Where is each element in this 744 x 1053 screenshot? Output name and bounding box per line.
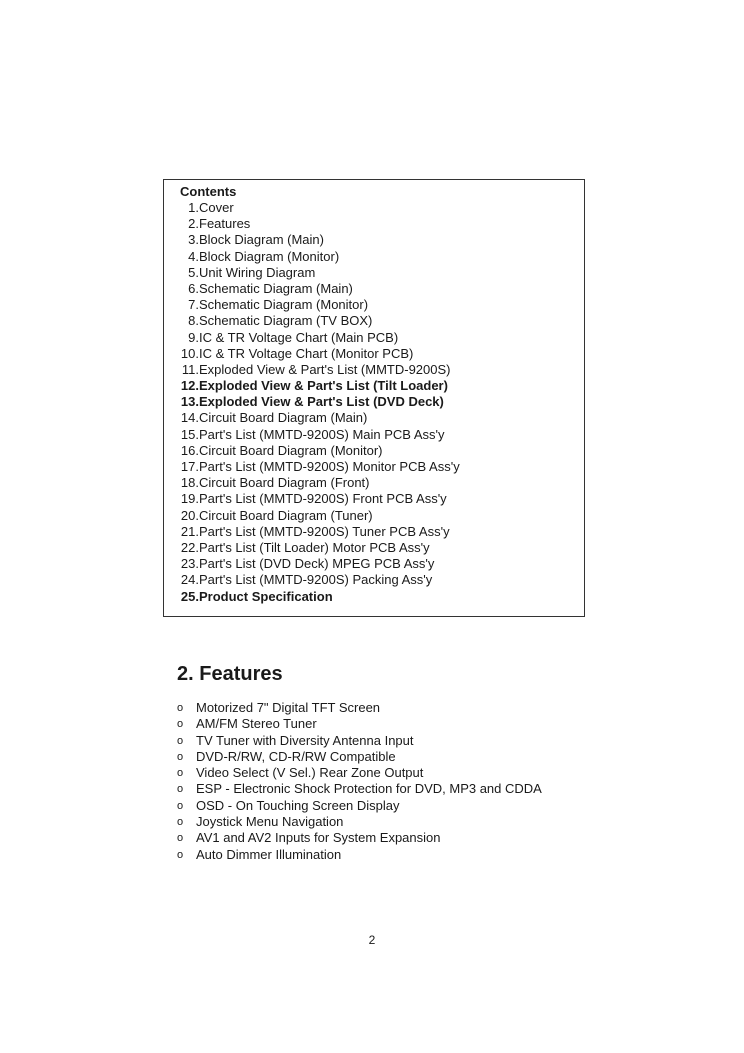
contents-item-number: 13. <box>180 394 199 410</box>
contents-item-label: Exploded View & Part's List (DVD Deck) <box>199 394 444 410</box>
contents-item-label: Schematic Diagram (Monitor) <box>199 297 369 313</box>
contents-item <box>164 589 460 605</box>
contents-item-label: Cover <box>199 200 234 215</box>
contents-item-label: Block Diagram (Monitor) <box>199 248 340 264</box>
contents-item-label: Part's List (MMTD-9200S) Packing Ass'y <box>199 572 433 588</box>
bullet-icon: o <box>177 832 184 845</box>
contents-item <box>164 378 460 394</box>
contents-item <box>164 508 460 524</box>
features-list <box>177 700 542 863</box>
contents-item-label: Features <box>199 216 251 232</box>
page-number: 2 <box>368 933 376 947</box>
contents-item <box>164 475 460 491</box>
contents-item <box>164 524 460 540</box>
contents-box <box>163 179 585 617</box>
contents-item-number: 11. <box>181 361 199 377</box>
bullet-icon: o <box>177 702 184 714</box>
contents-item <box>164 297 460 313</box>
contents-item <box>164 443 460 459</box>
contents-item <box>164 281 460 297</box>
contents-item-label: Part's List (MMTD-9200S) Tuner PCB Ass'y <box>199 523 450 539</box>
contents-item <box>164 232 460 248</box>
contents-item <box>164 265 460 281</box>
contents-item <box>164 346 460 362</box>
feature-item-label: Auto Dimmer Illumination <box>196 846 342 862</box>
feature-item <box>177 847 542 863</box>
features-heading: 2. Features <box>177 663 283 685</box>
contents-item <box>164 249 460 265</box>
feature-item-label: Motorized 7" Digital TFT Screen <box>196 700 381 715</box>
contents-item-label: Block Diagram (Main) <box>199 232 324 248</box>
contents-item <box>164 330 460 346</box>
contents-item-number: 18. <box>180 475 199 491</box>
contents-item-number: 8. <box>188 313 199 329</box>
feature-item-label: AM/FM Stereo Tuner <box>196 716 317 732</box>
contents-item-number: 6. <box>188 280 199 296</box>
feature-item-label: ESP - Electronic Shock Protection for DVD, MP3 and CDDA <box>196 781 542 797</box>
feature-item-label: DVD-R/RW, CD-R/RW Compatible <box>196 748 396 764</box>
contents-item <box>164 491 460 507</box>
contents-item-number: 10. <box>180 345 199 361</box>
contents-item-number: 5. <box>188 264 199 280</box>
contents-item-label: Part's List (MMTD-9200S) Monitor PCB Ass'y <box>199 459 460 474</box>
feature-item <box>177 733 542 749</box>
contents-item-number: 22. <box>180 539 199 555</box>
contents-item <box>164 556 460 572</box>
contents-item <box>164 394 460 410</box>
contents-item-number: 4. <box>188 248 199 264</box>
contents-item-number: 3. <box>188 232 199 248</box>
contents-item-number: 23. <box>180 556 199 572</box>
feature-item <box>177 830 542 846</box>
contents-item-label: IC & TR Voltage Chart (Main PCB) <box>199 329 399 345</box>
feature-item-label: TV Tuner with Diversity Antenna Input <box>196 732 414 748</box>
contents-item <box>164 410 460 426</box>
feature-item <box>177 814 542 830</box>
contents-item-number: 24. <box>180 572 199 588</box>
contents-item <box>164 216 460 232</box>
contents-item <box>164 362 460 378</box>
feature-item <box>177 700 542 716</box>
bullet-icon: o <box>177 718 184 731</box>
contents-item-label: Part's List (MMTD-9200S) Front PCB Ass'y <box>199 491 447 507</box>
contents-item-label: Part's List (MMTD-9200S) Main PCB Ass'y <box>199 426 445 442</box>
feature-item <box>177 798 542 814</box>
contents-item-number: 15. <box>180 426 199 442</box>
bullet-icon: o <box>177 783 184 796</box>
feature-item <box>177 765 542 781</box>
contents-item-label: Unit Wiring Diagram <box>199 264 316 280</box>
contents-item-label: Circuit Board Diagram (Main) <box>199 410 368 426</box>
feature-item-label: OSD - On Touching Screen Display <box>196 797 400 813</box>
contents-item-number: 12. <box>180 378 199 394</box>
contents-item <box>164 200 460 216</box>
contents-item-label: Circuit Board Diagram (Front) <box>199 475 370 491</box>
feature-item <box>177 749 542 765</box>
contents-item-number: 21. <box>180 523 199 539</box>
bullet-icon: o <box>177 848 184 861</box>
contents-item-number: 14. <box>180 410 199 426</box>
contents-item <box>164 427 460 443</box>
contents-item-label: Product Specification <box>199 588 333 604</box>
contents-item-label: Part's List (Tilt Loader) Motor PCB Ass'y <box>199 539 430 555</box>
bullet-icon: o <box>177 767 184 780</box>
contents-title: Contents <box>180 184 237 199</box>
contents-item-label: IC & TR Voltage Chart (Monitor PCB) <box>199 345 414 361</box>
feature-item-label: AV1 and AV2 Inputs for System Expansion <box>196 830 441 846</box>
contents-item <box>164 572 460 588</box>
contents-item <box>164 540 460 556</box>
contents-item-label: Part's List (DVD Deck) MPEG PCB Ass'y <box>199 556 435 572</box>
contents-item-label: Exploded View & Part's List (MMTD-9200S) <box>199 361 451 377</box>
contents-item-label: Exploded View & Part's List (Tilt Loader) <box>199 378 448 394</box>
feature-item-label: Joystick Menu Navigation <box>196 814 344 830</box>
contents-item <box>164 459 460 475</box>
feature-item-label: Video Select (V Sel.) Rear Zone Output <box>196 765 424 781</box>
contents-item-number: 9. <box>188 329 199 345</box>
contents-item <box>164 313 460 329</box>
bullet-icon: o <box>177 750 184 763</box>
contents-item-label: Circuit Board Diagram (Tuner) <box>199 507 373 523</box>
contents-item-number: 25. <box>180 588 199 604</box>
feature-item <box>177 781 542 797</box>
feature-item <box>177 716 542 732</box>
bullet-icon: o <box>177 816 184 829</box>
contents-item-number: 1. <box>188 200 199 215</box>
contents-item-label: Circuit Board Diagram (Monitor) <box>199 442 383 458</box>
bullet-icon: o <box>177 734 184 747</box>
contents-item-number: 17. <box>180 459 199 474</box>
contents-item-label: Schematic Diagram (TV BOX) <box>199 313 373 329</box>
contents-item-number: 20. <box>180 507 199 523</box>
bullet-icon: o <box>177 799 184 812</box>
contents-item-number: 2. <box>188 216 199 232</box>
contents-item-label: Schematic Diagram (Main) <box>199 280 353 296</box>
contents-item-number: 16. <box>180 442 199 458</box>
contents-list <box>164 200 460 605</box>
contents-item-number: 7. <box>188 297 199 313</box>
contents-item-number: 19. <box>180 491 199 507</box>
